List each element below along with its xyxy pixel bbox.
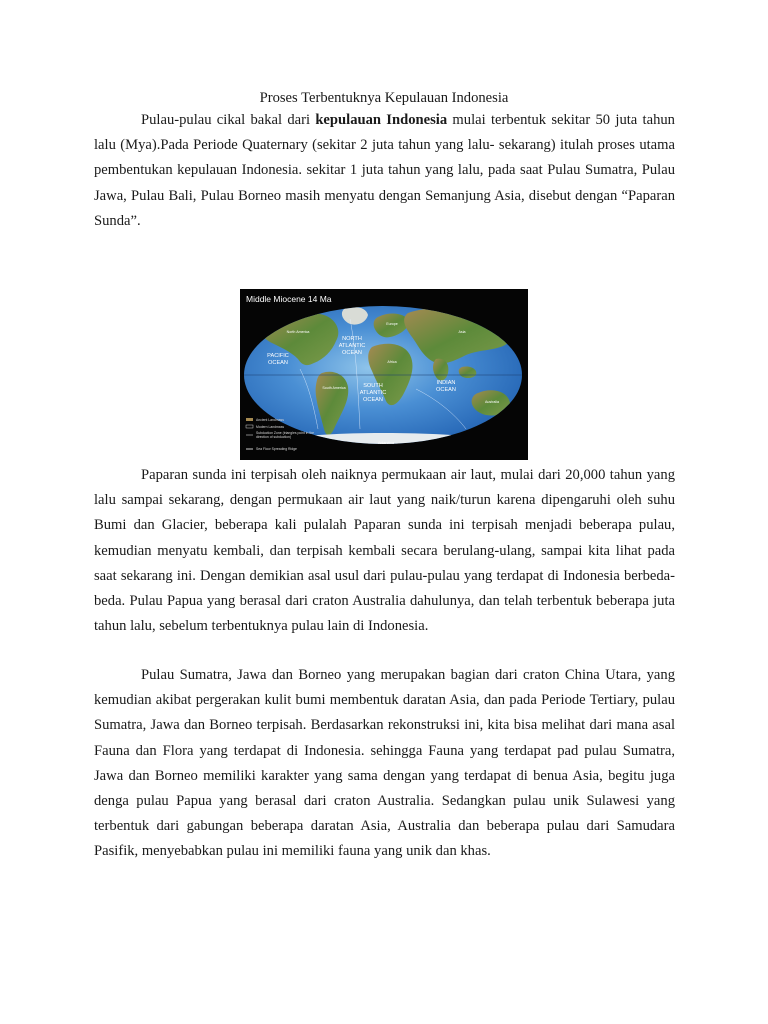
indian-ocean-label-1: INDIAN (436, 380, 456, 386)
bold-term: kepulauan Indonesia (315, 112, 448, 128)
south-atlantic-label-2: ATLANTIC (359, 390, 387, 396)
australia-label: Australia (485, 400, 499, 404)
europe-label: Europe (386, 322, 398, 326)
legend-subduction-line-1: Subduction Zone (triangles point in the (256, 431, 315, 435)
paragraph-2: Paparan sunda ini terpisah oleh naiknya permukaan air laut, mulai dari 20,000 tahun yang lalu sampai sekarang, dengan permukaan air laut yang naik/turun karena dipengaruhi oleh suhu Bumi dan Glacier, beberapa kali pulalah Paparan sunda ini terpisah menjadi beberapa pulau, kemudian menyatu kembali, dan terpisah kembali secara berulang-ulang, sampai kita lihat pada saat sekarang ini. Dengan demikian asal usul dari pulau-pulau yang terdapat di Indonesia berbeda-beda. Pulau Papua yang berasal dari craton Australia dahulunya, dan telah terbentuk beberapa juta tahun lalu, sebelum terbentuknya pulau lain di Indonesia. (94, 467, 675, 635)
antarctica-label: Antarctica (378, 441, 394, 445)
legend-ancient-landmass: Ancient Landmass (256, 418, 284, 422)
south-atlantic-label-3: OCEAN (363, 397, 383, 403)
north-atlantic-label-3: OCEAN (342, 350, 362, 356)
paleogeographic-map-figure (240, 289, 528, 460)
paragraph-3: Pulau Sumatra, Jawa dan Borneo yang merupakan bagian dari craton China Utara, yang kemudian akibat pergerakan kulit bumi membentuk daratan Asia, dan pada Periode Tertiary, pulau Sumatra, Jawa dan Borneo terpisah. Berdasarkan rekonstruksi ini, kita bisa melihat dari mana asal Fauna dan Flora yang terdapat di Indonesia. sehingga Fauna yang terdapat pad pulau Sumatra, Jawa dan Borneo memiliki karakter yang sama dengan yang terdapat di benua Asia, begitu juga denga pulau Papua yang berasal dari craton Australia. Sedangkan pulau unik Sulawesi yang terbentuk dari gabungan beberapa daratan Asia, Australia dan beberapa pulau dari Samudara Pasifik, menyebabkan pulau ini memiliki fauna yang unik dan khas. (94, 667, 675, 860)
legend-sea-floor-ridge: Sea Floor Spreading Ridge (256, 447, 297, 451)
south-atlantic-label-1: SOUTH (363, 383, 383, 389)
paragraph-1-text-end: mulai terbentuk sekitar 50 juta tahun lalu (Mya).Pada Periode Quaternary (sekitar 2 juta tahun yang lalu- sekarang) itulah proses utama pembentukan kepulauan Indonesia. sekitar 1 juta tahun yang lalu, pada saat Pulau Sumatra, Pulau Jawa, Pulau Bali, Pulau Borneo masih menyatu dengan Semanjung Asia, disebut dengan “Paparan Sunda”. (94, 112, 675, 229)
pacific-label-1: PACIFIC (267, 353, 289, 359)
ancient-landmass-swatch (246, 418, 253, 421)
legend-modern-landmass: Modern Landmass (256, 425, 285, 429)
indian-ocean-label-2: OCEAN (436, 387, 456, 393)
legend-subduction-line-2: direction of subduction) (256, 435, 292, 439)
north-atlantic-label-1: NORTH (342, 336, 362, 342)
paragraph-1-text-start: Pulau-pulau cikal bakal dari (141, 112, 316, 128)
globe-map-svg (240, 289, 528, 460)
modern-landmass-swatch (246, 425, 253, 428)
south-america-label: South America (322, 386, 346, 390)
africa-label: Africa (387, 360, 397, 364)
north-atlantic-label-2: ATLANTIC (338, 343, 366, 349)
pacific-label-2: OCEAN (268, 360, 288, 366)
asia-label: Asia (458, 330, 466, 334)
north-america-label: North America (286, 330, 310, 334)
antarctica-landmass (280, 433, 490, 460)
document-title: Proses Terbentuknya Kepulauan Indonesia (259, 90, 509, 106)
map-caption: Middle Miocene 14 Ma (246, 294, 332, 304)
paragraph-1 (94, 108, 675, 234)
